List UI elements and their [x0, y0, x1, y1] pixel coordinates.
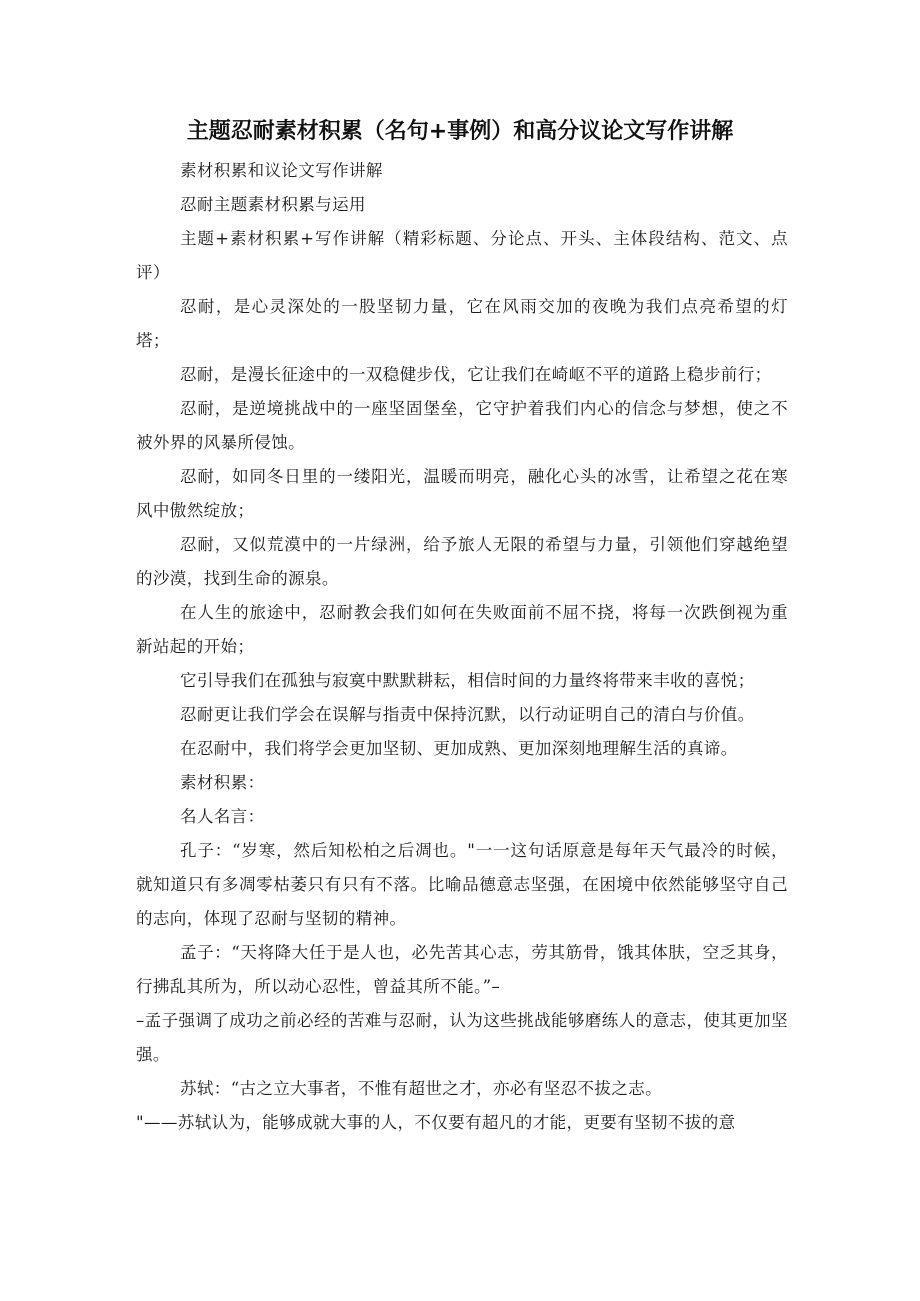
paragraph-19: "——苏轼认为，能够成就大事的人，不仅要有超凡的才能，更要有坚韧不拔的意	[136, 1113, 736, 1132]
paragraph-5: 忍耐，是漫长征途中的一双稳健步伐，它让我们在崎岖不平的道路上稳步前行；	[180, 365, 772, 384]
paragraph-11: 忍耐更让我们学会在误解与指责中保持沉默，以行动证明自己的清白与价值。	[180, 705, 755, 724]
paragraph-7: 忍耐，如同冬日里的一缕阳光，温暖而明亮，融化心头的冰雪，让希望之花在寒风中傲然绽放；	[136, 467, 788, 520]
paragraph-17: –孟子强调了成功之前必经的苦难与忍耐，认为这些挑战能够磨练人的意志，使其更加坚强。	[136, 1011, 788, 1064]
paragraph-3: 主题+素材积累+写作讲解（精彩标题、分论点、开头、主体段结构、范文、点评）	[136, 229, 788, 282]
document-title: 主题忍耐素材积累（名句+事例）和高分议论文写作讲解	[186, 119, 734, 144]
paragraph-8: 忍耐，又似荒漠中的一片绿洲，给予旅人无限的希望与力量，引领他们穿越绝望的沙漠，找到生命的源泉。	[136, 535, 788, 588]
paragraph-12: 在忍耐中，我们将学会更加坚韧、更加成熟、更加深刻地理解生活的真谛。	[180, 739, 738, 758]
paragraph-2: 忍耐主题素材积累与运用	[180, 195, 366, 214]
paragraph-1: 素材积累和议论文写作讲解	[180, 161, 383, 180]
paragraph-18: 苏轼：“古之立大事者，不惟有超世之才，亦必有坚忍不拔之志。	[180, 1079, 663, 1098]
paragraph-13: 素材积累：	[180, 773, 265, 792]
paragraph-6: 忍耐，是逆境挑战中的一座坚固堡垒，它守护着我们内心的信念与梦想，使之不被外界的风暴所侵蚀。	[136, 399, 788, 452]
paragraph-14: 名人名言：	[180, 807, 265, 826]
document-body	[136, 154, 788, 1140]
paragraph-9: 在人生的旅途中，忍耐教会我们如何在失败面前不屈不挠，将每一次跌倒视为重新站起的开始；	[136, 603, 788, 656]
paragraph-4: 忍耐，是心灵深处的一股坚韧力量，它在风雨交加的夜晚为我们点亮希望的灯塔；	[136, 297, 788, 350]
paragraph-15: 孔子：“岁寒，然后知松柏之后凋也。"一一这句话原意是每年天气最冷的时候，就知道只有多凋零枯萎只有只有不落。比喻品德意志坚强，在困境中依然能够坚守自己的志向，体现了忍耐与坚韧的精神。	[136, 841, 788, 928]
paragraph-10: 它引导我们在孤独与寂寞中默默耕耘，相信时间的力量终将带来丰收的喜悦；	[180, 671, 755, 690]
paragraph-16: 孟子：“天将降大任于是人也，必先苦其心志，劳其筋骨，饿其体肤，空乏其身，行拂乱其所为，所以动心忍性，曾益其所不能。”–	[136, 943, 788, 996]
